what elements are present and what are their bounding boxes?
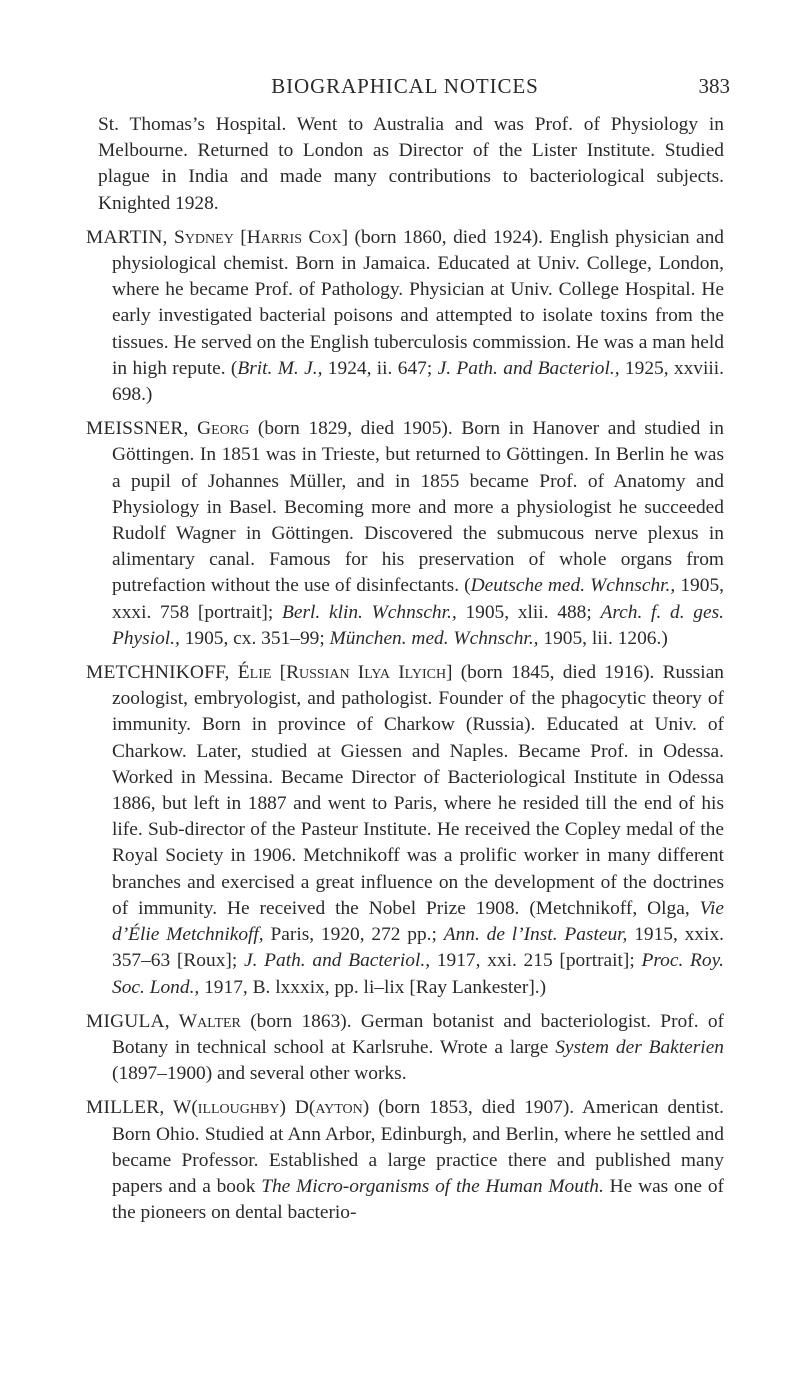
- entry-text: 1925, xxviii. 698.): [112, 357, 725, 406]
- citation-title: Brit. M. J.,: [237, 357, 323, 379]
- entry-surname: MEISSNER,: [86, 418, 189, 440]
- entry-surname: MILLER,: [86, 1097, 165, 1119]
- entry-text: (born 1829, died 1905). Born in Hanover and studied in Göttingen. In 1851 was in Trieste, but returned to Göttingen. In Berlin he was a pupil of Johannes Müller, and in 1855 became Prof. of Anatomy and Physiology in Basel. Becoming more and more a physiologist he succeeded Rudolf Wagner in Göttingen. Discovered the submucous nerve plexus in alimentary canal. Famous for his preservation of whole organs from putrefaction without the use of disinfectants. (: [112, 418, 725, 597]
- body-text: [86, 112, 724, 1226]
- page-number: 383: [698, 74, 730, 98]
- entry-text: 1905, lii. 1206.): [538, 627, 668, 649]
- entry-text: 1924, ii. 647;: [322, 357, 438, 379]
- entry-surname: MIGULA,: [86, 1010, 170, 1032]
- entry-text: 1917, xxi. 215 [portrait];: [430, 950, 642, 972]
- entry-text: 1915, xxix. 357–63 [Roux];: [112, 924, 724, 972]
- citation-title: J. Path. and Bacteriol.,: [243, 950, 431, 972]
- entry-text: (born 1863). German botanist and bacteriologist. Prof. of Botany in technical school at Karlsruhe. Wrote a large: [112, 1010, 725, 1058]
- citation-title: Vie d’Élie Metchnikoff,: [112, 897, 724, 946]
- entry-surname: MARTIN,: [86, 226, 168, 248]
- book-page: [86, 74, 730, 1234]
- citation-title: Berl. klin. Wchnschr.,: [282, 601, 457, 623]
- citation-title: München. med. Wchnschr.,: [329, 627, 539, 649]
- entry-meissner: [86, 416, 724, 652]
- citation-title: The Micro-organisms of the Human Mouth.: [261, 1175, 604, 1197]
- citation-title: Ann. de l’Inst. Pasteur,: [443, 924, 628, 946]
- entry-metchnikoff: [86, 660, 724, 1001]
- entry-text: (born 1860, died 1924). English physician and physiological chemist. Born in Jamaica. Educated at Univ. College, London, where he became Prof. of Pathology. Physician at Univ. College Hospital. He early investigated bacterial poisons and attempted to isolate toxins from the tissues. He served on the English tuberculosis commission. He was a man held in high repute. (: [112, 226, 724, 379]
- entry-text: 1905, xlii. 488;: [456, 601, 601, 623]
- running-head: [86, 74, 730, 108]
- entry-text: Paris, 1920, 272 pp.;: [263, 924, 444, 946]
- entry-given-names: Georg: [188, 418, 250, 440]
- entry-text: (1897–1900) and several other works.: [112, 1063, 407, 1085]
- entry-martin: [86, 225, 724, 408]
- citation-title: J. Path. and Bacteriol.,: [437, 357, 620, 379]
- entry-given-names: W(illoughby) D(ayton): [164, 1097, 370, 1119]
- entry-given-names: Sydney [Harris Cox]: [167, 226, 349, 248]
- citation-title: Deutsche med. Wchnschr.,: [470, 575, 676, 597]
- entry-text: 1917, B. lxxxix, pp. li–lix [Ray Lankester].): [199, 976, 547, 998]
- citation-title: Proc. Roy. Soc. Lond.,: [112, 950, 724, 998]
- entry-miller: [86, 1095, 724, 1226]
- citation-title: System der Bakterien: [555, 1036, 724, 1058]
- entry-given-names: Élie [Russian Ilya Ilyich]: [229, 662, 453, 684]
- entry-given-names: Walter: [169, 1010, 241, 1032]
- citation-title: Arch. f. d. ges. Physiol.,: [112, 601, 725, 649]
- entry-surname: METCHNIKOFF,: [86, 662, 230, 684]
- entry-text: 1905, cx. 351–99;: [179, 627, 330, 649]
- continuation-paragraph: St. Thomas’s Hospital. Went to Australia and was Prof. of Physiology in Melbourne. Returned to London as Director of the Lister Institute. Studied plague in India and made many contributions to bacteriological subjects. Knighted 1928.: [98, 114, 724, 214]
- entry-migula: [86, 1009, 724, 1088]
- running-title: BIOGRAPHICAL NOTICES: [271, 74, 539, 98]
- entry-text: He was one of the pioneers on dental bacterio-: [112, 1175, 724, 1224]
- entry-text: (born 1845, died 1916). Russian zoologist, embryologist, and pathologist. Founder of the phagocytic theory of immunity. Born in province of Charkow (Russia). Educated at Univ. of Charkow. Later, studied at Giessen and Naples. Became Prof. in Odessa. Worked in Messina. Became Director of Bacteriological Institute in Odessa 1886, but left in 1887 and went to Paris, where he resided till the end of his life. Sub-director of the Pasteur Institute. He received the Copley medal of the Royal Society in 1906. Metchnikoff was a prolific worker in many different branches and exercised a great influence on the development of the doctrines of immunity. He received the Nobel Prize 1908. (Metchnikoff, Olga,: [112, 662, 724, 919]
- entry-text: 1905, xxxi. 758 [portrait];: [112, 575, 724, 623]
- entry-text: (born 1853, died 1907). American dentist. Born Ohio. Studied at Ann Arbor, Edinburgh, and Berlin, where he settled and became Professor. Established a large practice there and published many papers and a book: [112, 1097, 724, 1197]
